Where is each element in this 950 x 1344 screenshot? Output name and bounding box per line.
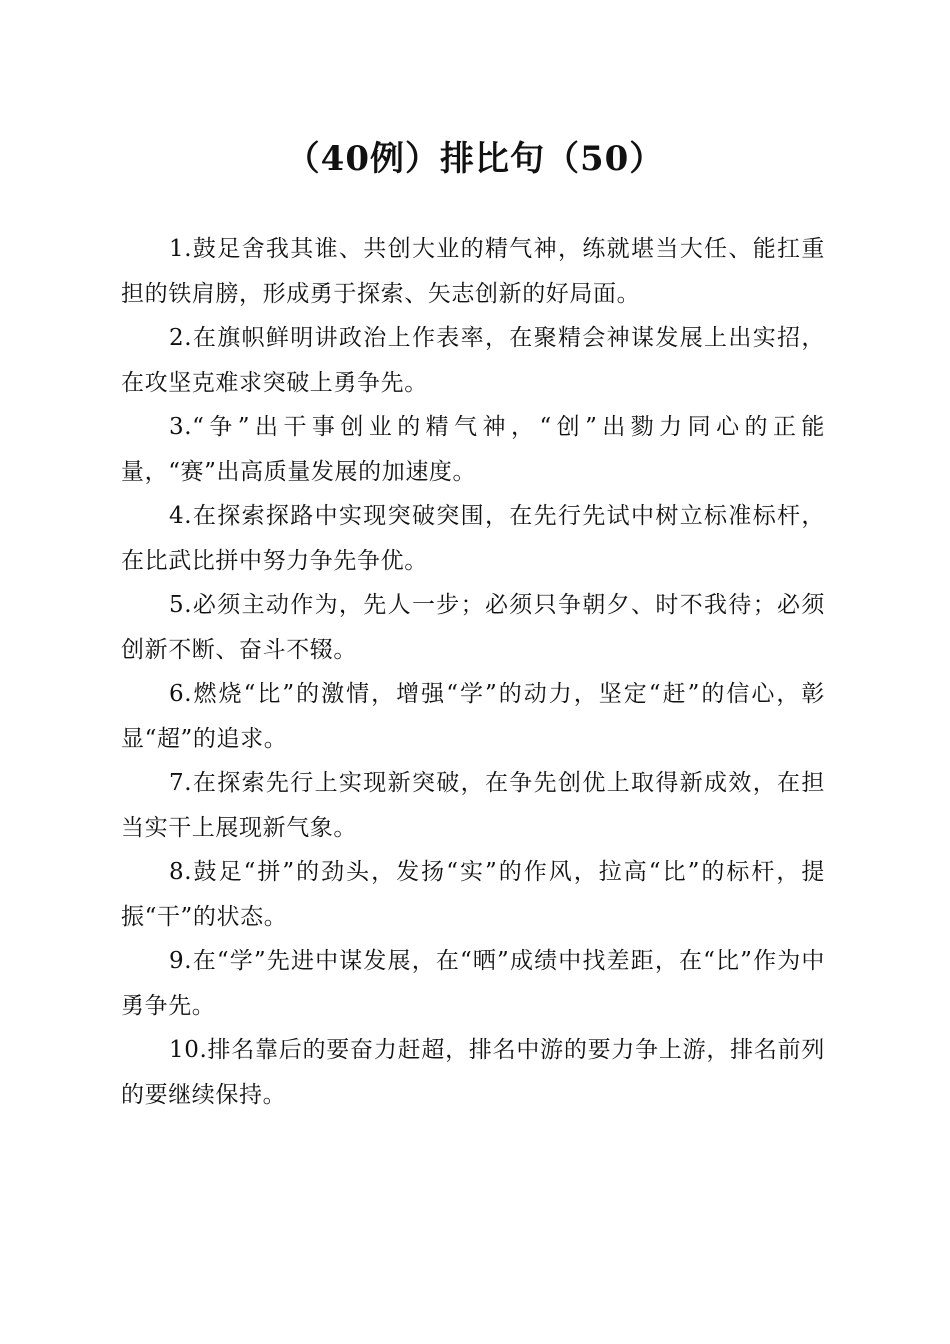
paragraph-10: 10.排名靠后的要奋力赶超，排名中游的要力争上游，排名前列的要继续保持。 — [121, 1037, 825, 1108]
document-body — [121, 227, 825, 1117]
paragraph-4: 4.在探索探路中实现突破突围，在先行先试中树立标准标杆，在比武比拼中努力争先争优。 — [121, 503, 825, 574]
paragraph-7: 7.在探索先行上实现新突破，在争先创优上取得新成效，在担当实干上展现新气象。 — [121, 770, 825, 841]
paragraph-2: 2.在旗帜鲜明讲政治上作表率，在聚精会神谋发展上出实招，在攻坚克难求突破上勇争先。 — [121, 325, 825, 396]
paragraph-8: 8.鼓足“拼”的劲头，发扬“实”的作风，拉高“比”的标杆，提振“干”的状态。 — [121, 859, 825, 930]
paragraph-3: 3.“争”出干事创业的精气神，“创”出勠力同心的正能量，“赛”出高质量发展的加速度。 — [121, 414, 825, 485]
paragraph-9: 9.在“学”先进中谋发展，在“晒”成绩中找差距，在“比”作为中勇争先。 — [121, 948, 825, 1019]
paragraph-1: 1.鼓足舍我其谁、共创大业的精气神，练就堪当大任、能扛重担的铁肩膀，形成勇于探索、矢志创新的好局面。 — [121, 236, 825, 307]
paragraph-6: 6.燃烧“比”的激情，增强“学”的动力，坚定“赶”的信心，彰显“超”的追求。 — [121, 681, 825, 752]
paragraph-5: 5.必须主动作为，先人一步；必须只争朝夕、时不我待；必须创新不断、奋斗不辍。 — [121, 592, 825, 663]
document-title: （40例）排比句（50） — [285, 139, 665, 179]
